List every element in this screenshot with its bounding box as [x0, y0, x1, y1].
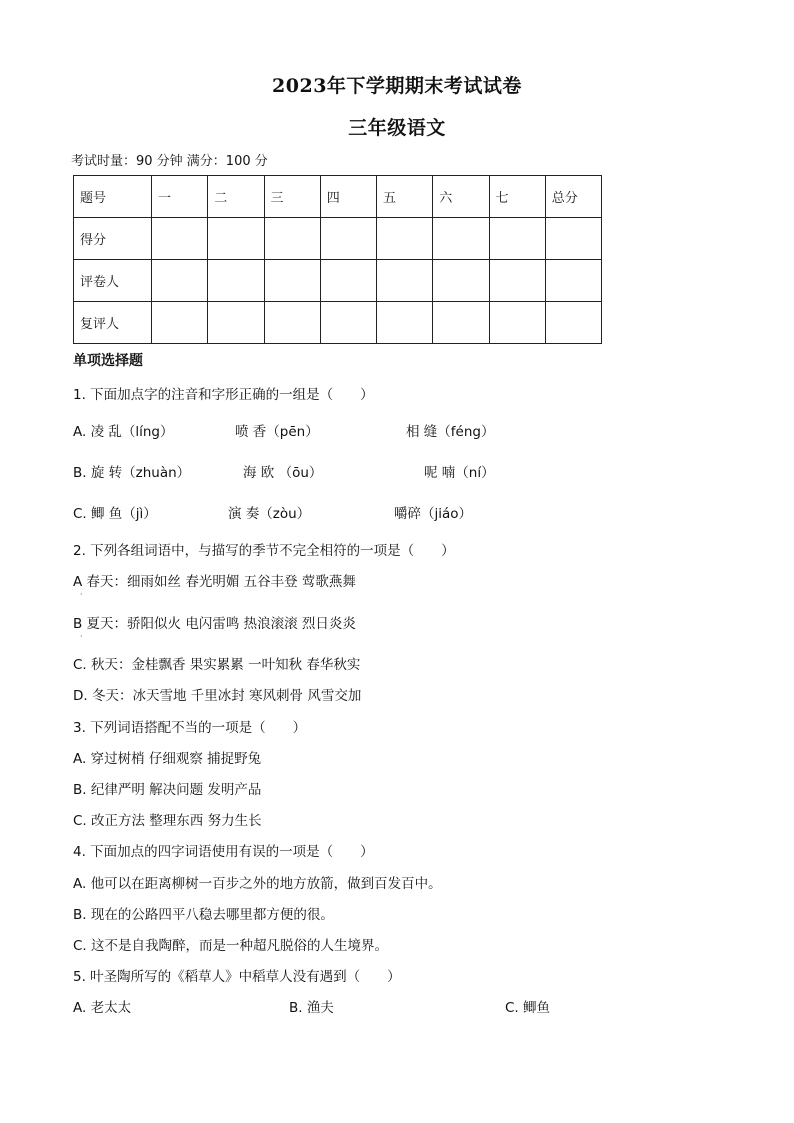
score-cell	[152, 260, 208, 302]
option-b-item-3: 呢 喃（ní）	[424, 465, 495, 481]
table-header-cell: 二	[208, 176, 264, 218]
option-b: B. 渔夫	[289, 1000, 334, 1016]
table-header-cell: 四	[320, 176, 376, 218]
question-4-stem: 4. 下面加点的四字词语使用有误的一项是（ ）	[73, 844, 374, 860]
grader-row	[74, 260, 602, 302]
option-c: C. 鲫鱼	[505, 1000, 551, 1016]
score-cell	[545, 260, 601, 302]
option-a-item-2: 喷 香（pēn）	[235, 424, 319, 440]
question-4-option-b: B. 现在的公路四平八稳去哪里都方便的很。	[73, 907, 334, 923]
question-2-option-a: A 春天：细雨如丝 春光明媚 五谷丰登 莺歌燕舞	[73, 574, 356, 590]
row-label: 复评人	[74, 302, 152, 344]
table-header-cell: 一	[152, 176, 208, 218]
exam-title: 2023年下学期期末考试试卷	[272, 75, 522, 97]
table-header-cell: 七	[489, 176, 545, 218]
score-cell	[489, 260, 545, 302]
exam-subtitle: 三年级语文	[348, 117, 446, 139]
score-cell	[433, 302, 489, 344]
option-b-item-1: B. 旋 转（zhuàn）	[73, 465, 191, 481]
score-cell	[208, 260, 264, 302]
question-5-options	[73, 996, 550, 1016]
question-5-stem: 5. 叶圣陶所写的《稻草人》中稻草人没有遇到（ ）	[73, 969, 401, 985]
question-2-option-c: C. 秋天：金桂飘香 果实累累 一叶知秋 春华秋实	[73, 657, 361, 673]
question-4-option-c: C. 这不是自我陶醉，而是一种超凡脱俗的人生境界。	[73, 938, 389, 954]
table-header-cell: 题号	[74, 176, 152, 218]
question-1-option-b	[73, 461, 495, 481]
score-table	[73, 175, 602, 344]
question-3-option-a: A. 穿过树梢 仔细观察 捕捉野兔	[73, 751, 262, 767]
dot-mark: ·	[80, 632, 83, 641]
table-header-cell: 总分	[545, 176, 601, 218]
score-row	[74, 218, 602, 260]
option-a-item-3: 相 缝（féng）	[406, 424, 495, 440]
score-cell	[264, 302, 320, 344]
score-cell	[152, 218, 208, 260]
score-cell	[377, 302, 433, 344]
table-header-cell: 六	[433, 176, 489, 218]
score-cell	[545, 302, 601, 344]
question-3-option-b: B. 纪律严明 解决问题 发明产品	[73, 782, 262, 798]
question-3-option-c: C. 改正方法 整理东西 努力生长	[73, 813, 262, 829]
exam-info: 考试时量：90 分钟 满分：100 分	[71, 154, 268, 169]
score-cell	[264, 218, 320, 260]
table-header-cell: 三	[264, 176, 320, 218]
score-cell	[377, 260, 433, 302]
table-header-cell: 五	[377, 176, 433, 218]
score-cell	[320, 218, 376, 260]
question-4-option-a: A. 他可以在距离柳树一百步之外的地方放箭，做到百发百中。	[73, 876, 442, 892]
option-c-item-1: C. 鲫 鱼（jì）	[73, 506, 157, 522]
question-1-option-a	[73, 420, 494, 440]
row-label: 评卷人	[74, 260, 152, 302]
score-cell	[208, 302, 264, 344]
option-c-item-3: 嚼碎（jiáo）	[394, 506, 473, 522]
score-cell	[208, 218, 264, 260]
score-cell	[433, 218, 489, 260]
question-2-option-b: B 夏天：骄阳似火 电闪雷鸣 热浪滚滚 烈日炎炎	[73, 616, 356, 632]
question-3-stem: 3. 下列词语搭配不当的一项是（ ）	[73, 720, 307, 736]
question-1-option-c	[73, 502, 472, 522]
score-cell	[320, 302, 376, 344]
option-b-item-2: 海 欧 （ōu）	[243, 465, 323, 481]
question-2-stem: 2. 下列各组词语中，与描写的季节不完全相符的一项是（ ）	[73, 543, 455, 559]
question-2-option-d: D. 冬天：冰天雪地 千里冰封 寒风刺骨 风雪交加	[73, 688, 362, 704]
score-cell	[545, 218, 601, 260]
question-1-stem: 1. 下面加点字的注音和字形正确的一组是（ ）	[73, 387, 374, 403]
reviewer-row	[74, 302, 602, 344]
score-cell	[433, 260, 489, 302]
row-label: 得分	[74, 218, 152, 260]
score-cell	[489, 218, 545, 260]
score-cell	[320, 260, 376, 302]
score-cell	[377, 218, 433, 260]
score-cell	[489, 302, 545, 344]
dot-mark: ·	[80, 590, 83, 599]
option-a: A. 老太太	[73, 1000, 132, 1016]
score-table-header-row	[74, 176, 602, 218]
option-a-item-1: A. 凌 乱（líng）	[73, 424, 174, 440]
score-cell	[264, 260, 320, 302]
section-title: 单项选择题	[73, 353, 143, 369]
option-c-item-2: 演 奏（zòu）	[228, 506, 311, 522]
score-cell	[152, 302, 208, 344]
